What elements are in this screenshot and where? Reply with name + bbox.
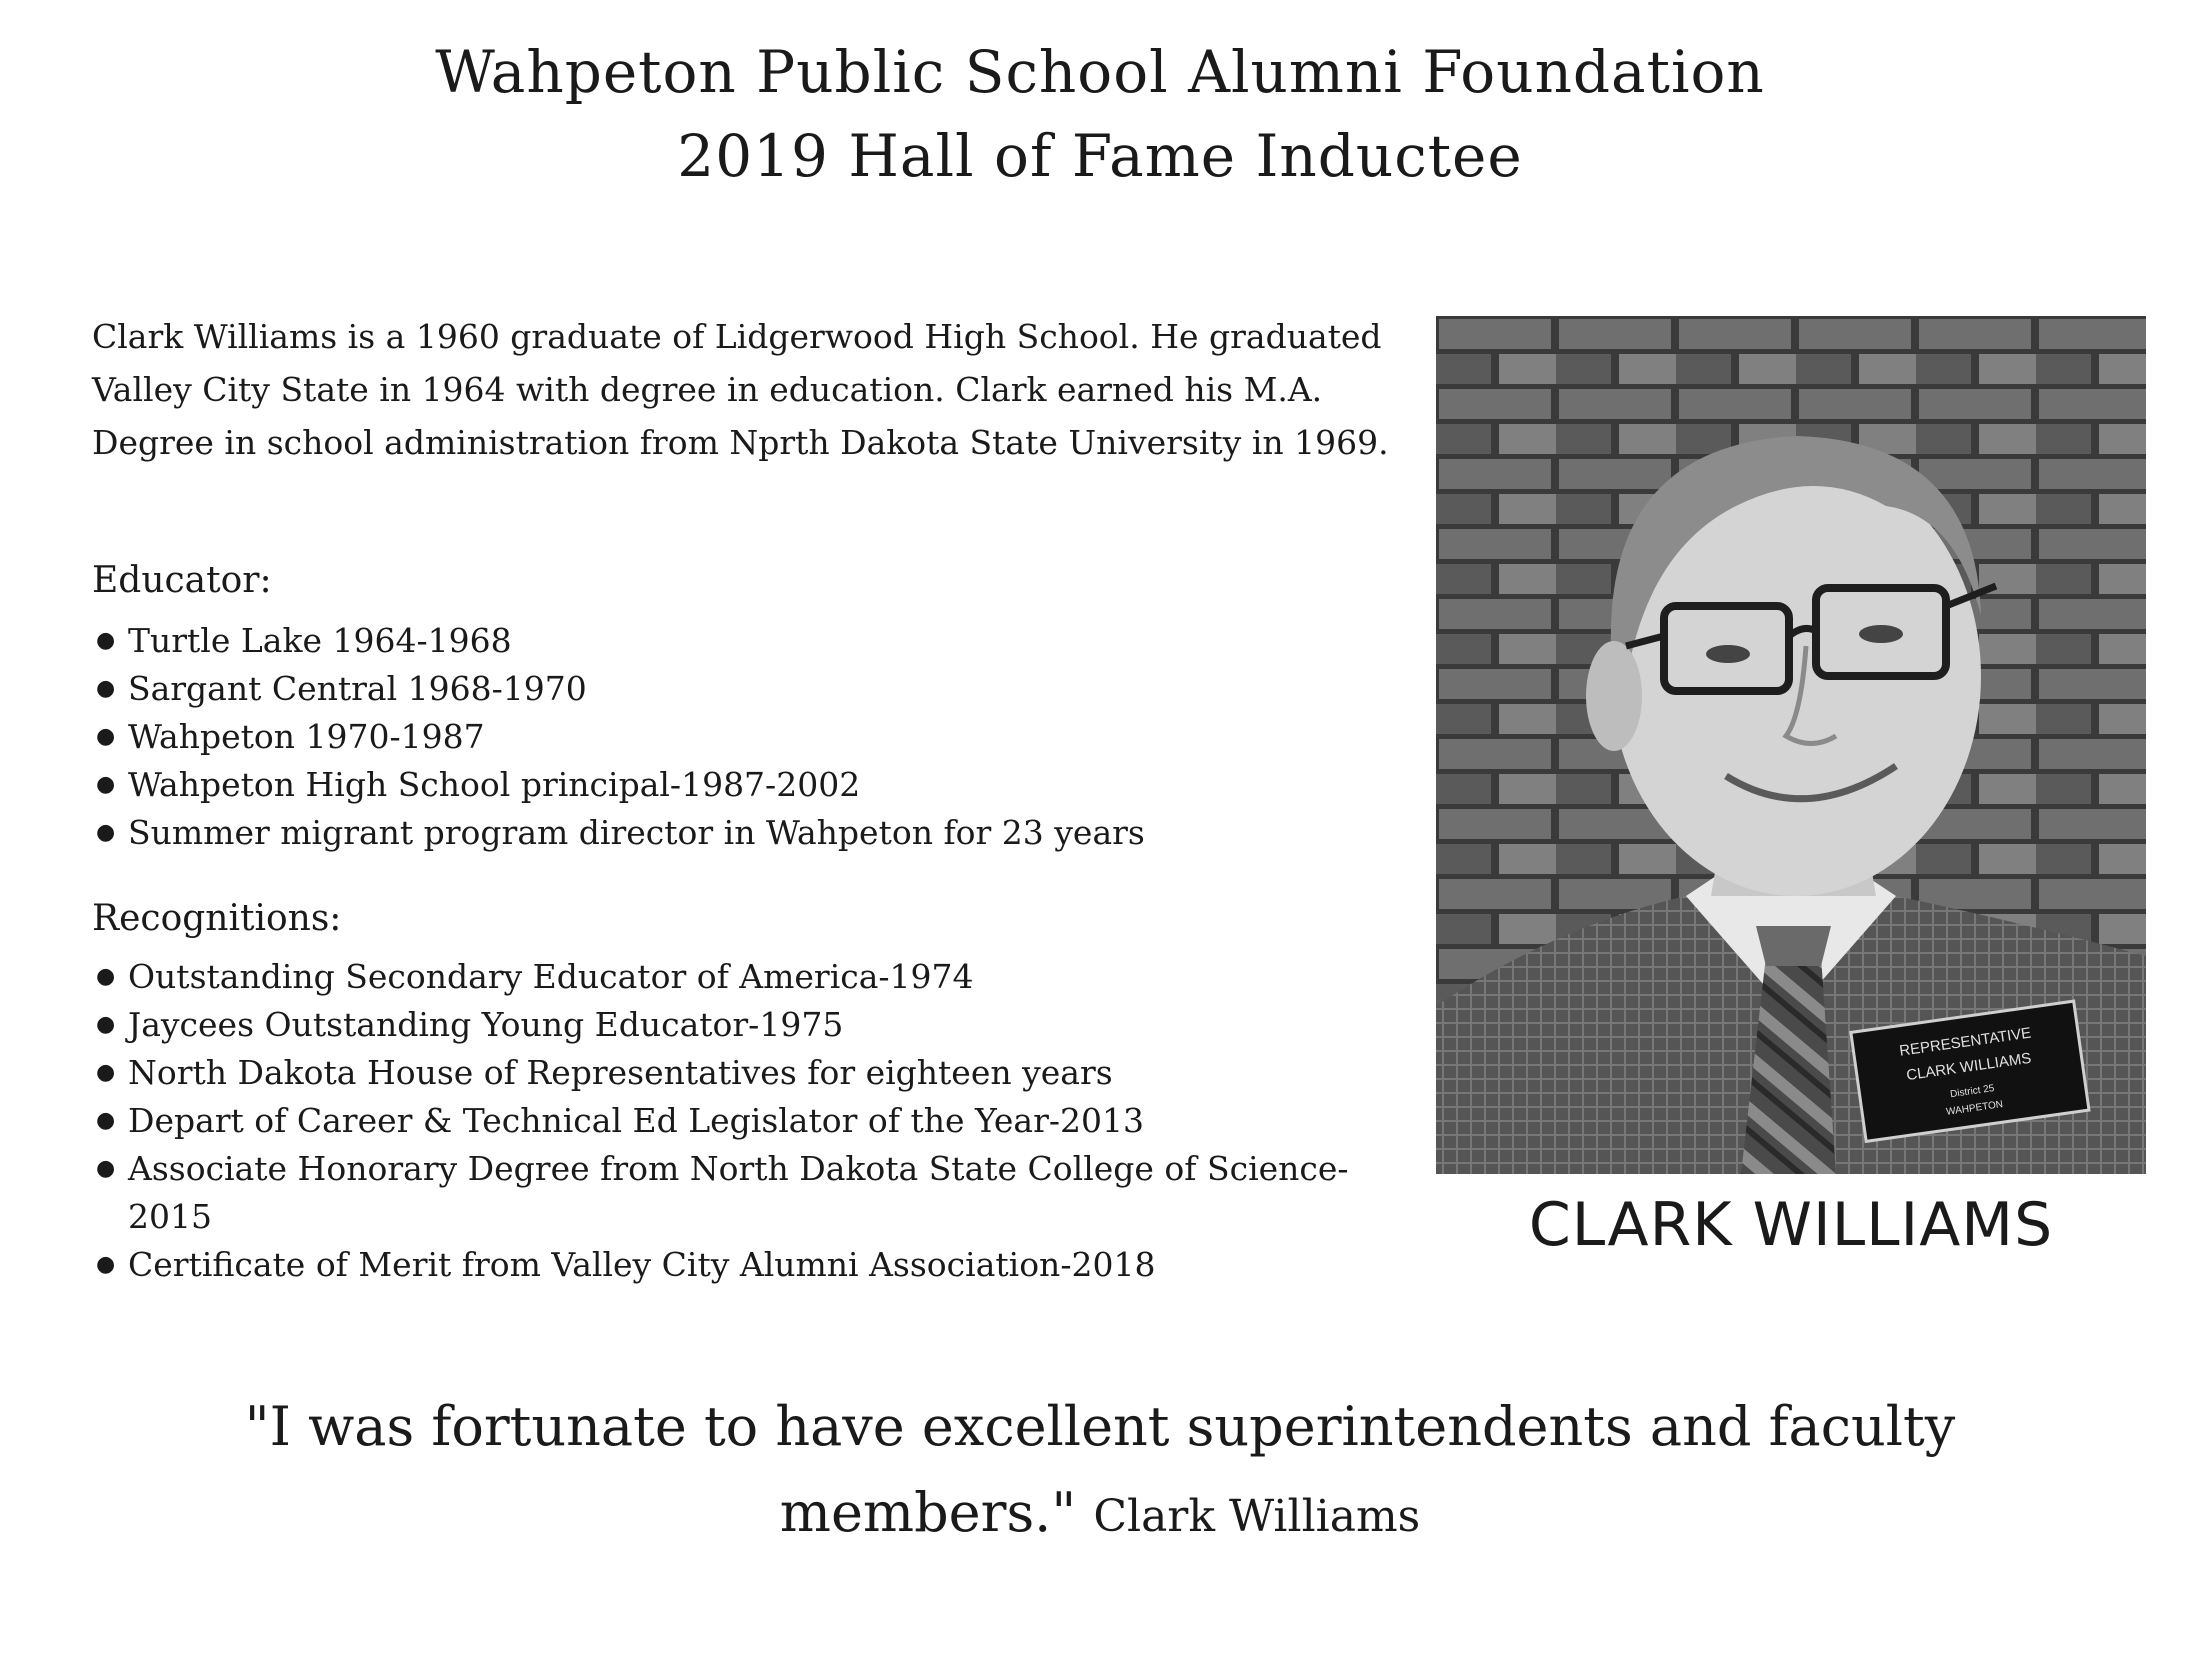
- bullet-icon: ●: [96, 724, 116, 749]
- educator-heading: Educator:: [92, 560, 272, 601]
- bullet-icon: ●: [96, 1156, 116, 1181]
- badge-district: District 25: [1949, 1083, 1996, 1101]
- list-item: ● Summer migrant program director in Wahpeton for 23 years: [92, 809, 1422, 857]
- name-caption: CLARK WILLIAMS: [1528, 1190, 2054, 1260]
- bullet-icon: ●: [96, 1108, 116, 1133]
- bullet-icon: ●: [96, 676, 116, 701]
- badge-name: CLARK WILLIAMS: [1905, 1049, 2033, 1085]
- badge-city: WAHPETON: [1945, 1099, 2004, 1118]
- quote-attribution: Clark Williams: [1093, 1491, 1421, 1542]
- inductee-title: 2019 Hall of Fame Inductee: [677, 122, 1523, 190]
- bio-paragraph: Clark Williams is a 1960 graduate of Lidgerwood High School. He graduated Valley City State in 1964 with degree in education. Clark earned his M.A. Degree in school administration from Nprth Dakota State University in 1969.: [92, 317, 1389, 462]
- list-item: ● Wahpeton High School principal-1987-2002: [92, 761, 1422, 809]
- bullet-icon: ●: [96, 964, 116, 989]
- list-item: ● Sargant Central 1968-1970: [92, 665, 1422, 713]
- list-item: ● Depart of Career & Technical Ed Legislator of the Year-2013: [92, 1097, 1422, 1145]
- bullet-icon: ●: [96, 820, 116, 845]
- recognitions-list: [92, 953, 1422, 1289]
- bullet-icon: ●: [96, 1060, 116, 1085]
- quote-text: "I was fortunate to have excellent superintendents and faculty members.": [244, 1395, 1956, 1544]
- portrait-photo: [1436, 316, 2146, 1174]
- list-item: ● Outstanding Secondary Educator of America-1974: [92, 953, 1422, 1001]
- bullet-icon: ●: [96, 772, 116, 797]
- quote: [0, 1384, 2200, 1560]
- educator-list: [92, 617, 1422, 857]
- list-item: ● Jaycees Outstanding Young Educator-1975: [92, 1001, 1422, 1049]
- list-item: ● North Dakota House of Representatives for eighteen years: [92, 1049, 1422, 1097]
- bullet-icon: ●: [96, 1252, 116, 1277]
- header: [0, 30, 2200, 198]
- list-item: ● Associate Honorary Degree from North Dakota State College of Science-2015: [92, 1145, 1378, 1241]
- bullet-icon: ●: [96, 628, 116, 653]
- bullet-icon: ●: [96, 1012, 116, 1037]
- list-item: ● Wahpeton 1970-1987: [92, 713, 1422, 761]
- recognitions-heading: Recognitions:: [92, 898, 342, 939]
- foundation-title: Wahpeton Public School Alumni Foundation: [435, 38, 1765, 106]
- badge-title: REPRESENTATIVE: [1898, 1024, 2033, 1060]
- list-item: ● Turtle Lake 1964-1968: [92, 617, 1422, 665]
- list-item: ● Certificate of Merit from Valley City Alumni Association-2018: [92, 1241, 1422, 1289]
